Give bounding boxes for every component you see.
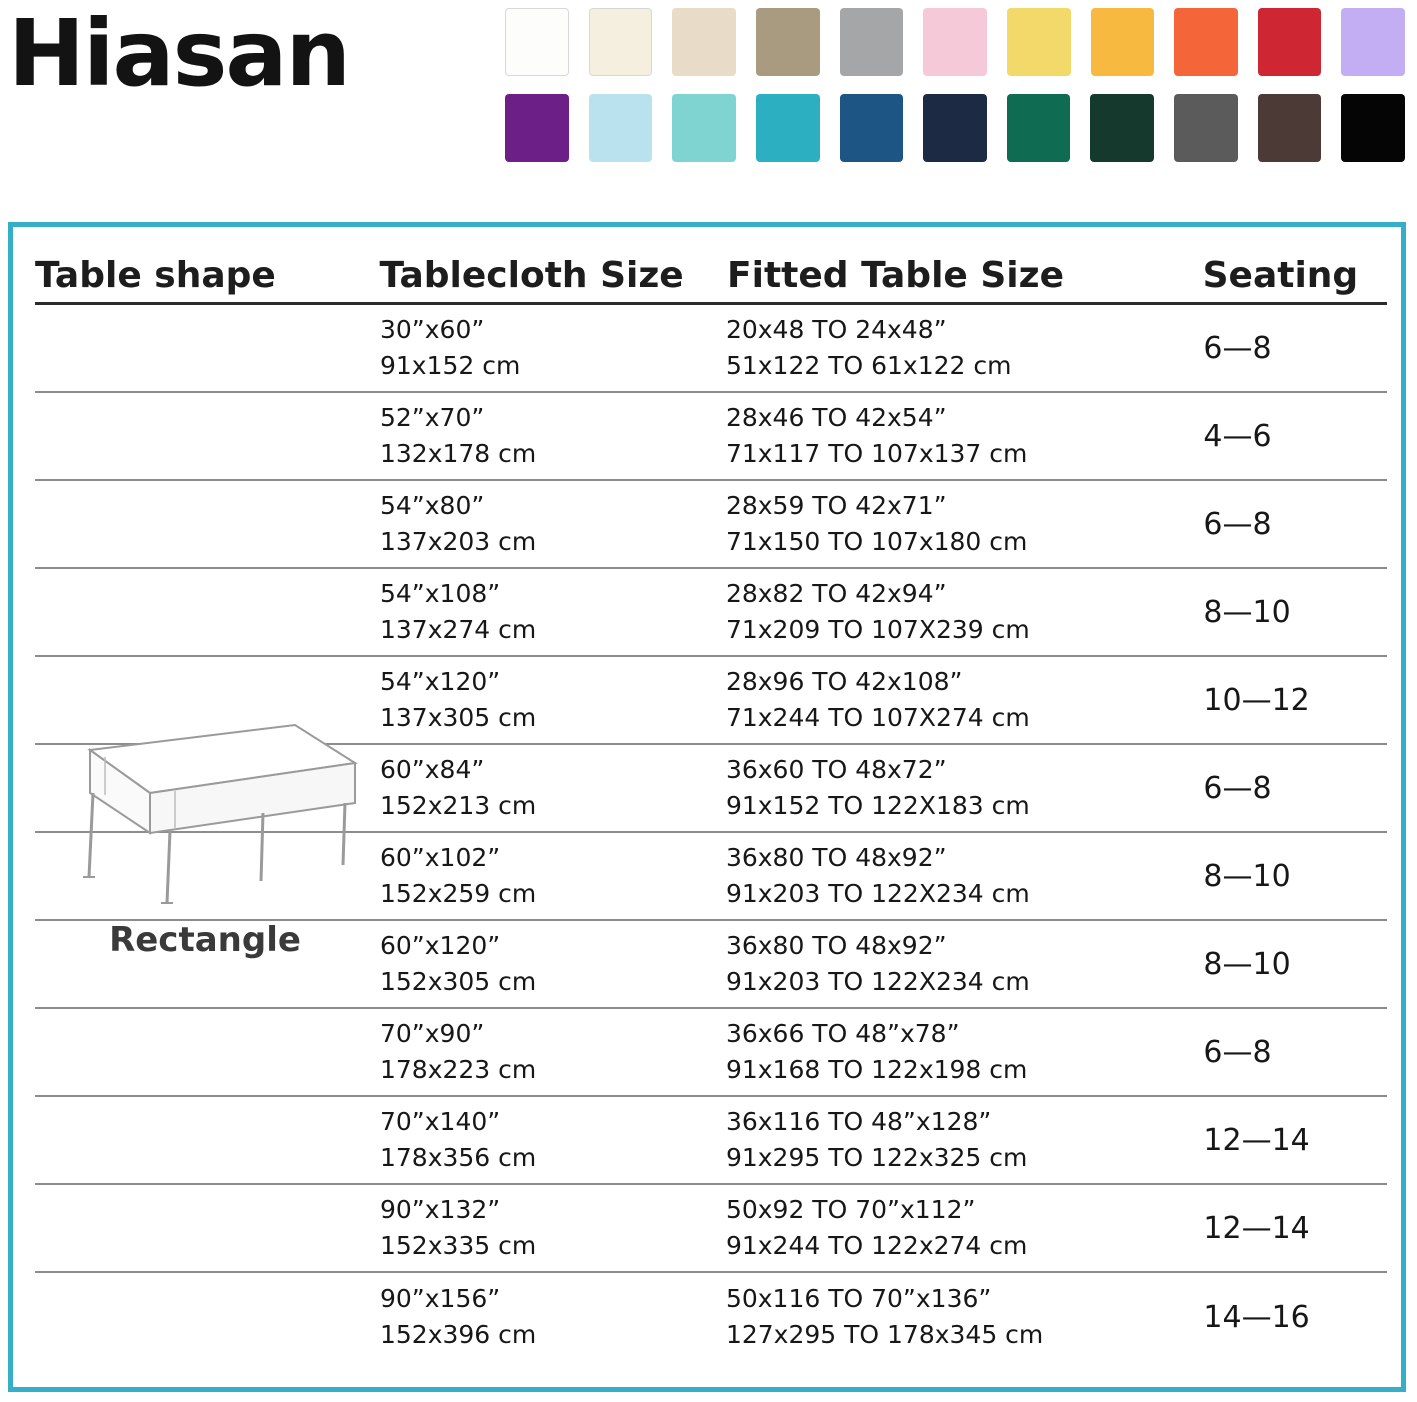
cell-seating: 6—8 <box>1203 770 1272 806</box>
cell-fitted-table-size <box>724 1016 1197 1089</box>
cloth-cm: 178x223 cm <box>379 1055 537 1084</box>
column-header-table-shape: Table shape <box>35 255 276 296</box>
column-header-fitted-table-size: Fitted Table Size <box>727 255 1064 296</box>
cloth-inches: 90”x132” <box>379 1194 501 1224</box>
cell-fitted-table-size <box>724 400 1197 473</box>
fitted-inches: 28x82 TO 42x94” <box>725 578 947 608</box>
swatch-taupe[interactable] <box>756 8 820 76</box>
cloth-inches: 52”x70” <box>379 402 485 432</box>
fitted-cm: 71x244 TO 107X274 cm <box>725 703 1030 732</box>
shape-cell <box>35 700 378 701</box>
cloth-inches: 60”x84” <box>379 754 485 784</box>
brand-logo: Hiasan <box>8 0 349 107</box>
size-chart-card <box>8 222 1406 1392</box>
fitted-cm: 91x295 TO 122x325 cm <box>725 1143 1028 1172</box>
cell-seating: 14—16 <box>1203 1299 1310 1335</box>
cell-fitted-table-size <box>724 664 1197 737</box>
cell-seating: 4—6 <box>1203 418 1272 454</box>
swatch-row-1 <box>505 8 1405 76</box>
swatch-white[interactable] <box>505 8 569 76</box>
table-row <box>35 745 1387 833</box>
cell-seating: 12—14 <box>1203 1210 1310 1246</box>
cloth-inches: 54”x108” <box>379 578 501 608</box>
swatch-orange[interactable] <box>1174 8 1238 76</box>
swatch-purple[interactable] <box>505 94 569 162</box>
column-header-tablecloth-size: Tablecloth Size <box>379 255 684 296</box>
cell-fitted-table-size <box>724 576 1197 649</box>
fitted-inches: 36x80 TO 48x92” <box>725 842 947 872</box>
cell-tablecloth-size <box>378 664 724 737</box>
cell-tablecloth-size <box>378 840 724 913</box>
cell-fitted-table-size <box>724 840 1197 913</box>
cloth-cm: 152x213 cm <box>379 791 537 820</box>
fitted-cm: 127x295 TO 178x345 cm <box>725 1320 1044 1349</box>
swatch-beige[interactable] <box>672 8 736 76</box>
cloth-cm: 137x203 cm <box>379 527 537 556</box>
shape-cell <box>35 964 378 965</box>
shape-cell <box>35 524 378 525</box>
shape-cell <box>35 1228 378 1229</box>
swatch-charcoal-gray[interactable] <box>1174 94 1238 162</box>
swatch-emerald[interactable] <box>1007 94 1071 162</box>
cloth-cm: 178x356 cm <box>379 1143 537 1172</box>
shape-cell <box>35 436 378 437</box>
cell-tablecloth-size <box>378 1016 724 1089</box>
shape-cell <box>35 1140 378 1141</box>
table-row <box>35 1185 1387 1273</box>
table-row <box>35 481 1387 569</box>
cloth-inches: 70”x140” <box>379 1106 501 1136</box>
fitted-inches: 28x59 TO 42x71” <box>725 490 947 520</box>
table-row <box>35 657 1387 745</box>
swatch-dark-green[interactable] <box>1090 94 1154 162</box>
swatch-gold[interactable] <box>1091 8 1155 76</box>
cell-seating: 8—10 <box>1203 594 1291 630</box>
table-body <box>35 305 1387 1361</box>
cloth-cm: 152x259 cm <box>379 879 537 908</box>
cell-fitted-table-size <box>724 928 1197 1001</box>
cloth-cm: 152x305 cm <box>379 967 537 996</box>
fitted-inches: 50x116 TO 70”x136” <box>725 1283 992 1313</box>
cloth-cm: 152x335 cm <box>379 1231 537 1260</box>
cell-seating: 8—10 <box>1203 858 1291 894</box>
shape-cell <box>35 1317 378 1318</box>
table-row <box>35 921 1387 1009</box>
cell-fitted-table-size <box>724 1281 1197 1354</box>
page-header <box>0 0 1417 190</box>
cell-seating: 6—8 <box>1203 330 1272 366</box>
fitted-cm: 51x122 TO 61x122 cm <box>725 351 1012 380</box>
swatch-red[interactable] <box>1258 8 1322 76</box>
swatch-teal[interactable] <box>756 94 820 162</box>
cell-seating: 10—12 <box>1203 682 1310 718</box>
cloth-cm: 91x152 cm <box>379 351 521 380</box>
cell-tablecloth-size <box>378 400 724 473</box>
cloth-cm: 137x274 cm <box>379 615 537 644</box>
cloth-inches: 60”x102” <box>379 842 501 872</box>
fitted-cm: 91x203 TO 122X234 cm <box>725 967 1030 996</box>
fitted-cm: 91x244 TO 122x274 cm <box>725 1231 1028 1260</box>
fitted-inches: 28x96 TO 42x108” <box>725 666 963 696</box>
fitted-inches: 36x80 TO 48x92” <box>725 930 947 960</box>
column-header-seating: Seating <box>1202 255 1359 296</box>
swatch-yellow[interactable] <box>1007 8 1071 76</box>
fitted-inches: 20x48 TO 24x48” <box>725 314 947 344</box>
table-row <box>35 1097 1387 1185</box>
fitted-cm: 71x117 TO 107x137 cm <box>725 439 1028 468</box>
swatch-navy[interactable] <box>923 94 987 162</box>
cell-seating: 6—8 <box>1203 1034 1272 1070</box>
swatch-gray[interactable] <box>840 8 904 76</box>
cell-fitted-table-size <box>724 752 1197 825</box>
shape-cell <box>35 788 378 789</box>
swatch-row-2 <box>505 94 1405 162</box>
cell-fitted-table-size <box>724 488 1197 561</box>
fitted-cm: 91x203 TO 122X234 cm <box>725 879 1030 908</box>
cell-tablecloth-size <box>378 576 724 649</box>
cloth-cm: 152x396 cm <box>379 1320 537 1349</box>
shape-cell <box>35 348 378 349</box>
swatch-dark-brown[interactable] <box>1258 94 1322 162</box>
fitted-inches: 28x46 TO 42x54” <box>725 402 947 432</box>
swatch-lavender[interactable] <box>1341 8 1405 76</box>
table-row <box>35 1273 1387 1361</box>
cell-fitted-table-size <box>724 1192 1197 1265</box>
table-row <box>35 833 1387 921</box>
cell-fitted-table-size <box>724 312 1197 385</box>
table-row <box>35 305 1387 393</box>
shape-cell <box>35 612 378 613</box>
fitted-inches: 50x92 TO 70”x112” <box>725 1194 976 1224</box>
cell-seating: 6—8 <box>1203 506 1272 542</box>
cell-fitted-table-size <box>724 1104 1197 1177</box>
fitted-cm: 91x152 TO 122X183 cm <box>725 791 1030 820</box>
cell-seating: 8—10 <box>1203 946 1291 982</box>
cell-tablecloth-size <box>378 312 724 385</box>
swatch-ivory[interactable] <box>589 8 653 76</box>
cloth-inches: 90”x156” <box>379 1283 501 1313</box>
swatch-aqua[interactable] <box>672 94 736 162</box>
swatch-black[interactable] <box>1341 94 1405 162</box>
cloth-cm: 137x305 cm <box>379 703 537 732</box>
cell-tablecloth-size <box>378 1104 724 1177</box>
cloth-inches: 54”x120” <box>379 666 501 696</box>
table-row <box>35 1009 1387 1097</box>
shape-label: Rectangle <box>109 920 301 960</box>
fitted-inches: 36x116 TO 48”x128” <box>725 1106 992 1136</box>
swatch-pink[interactable] <box>923 8 987 76</box>
shape-cell <box>35 1052 378 1053</box>
color-swatch-palette <box>505 8 1405 180</box>
fitted-cm: 91x168 TO 122x198 cm <box>725 1055 1028 1084</box>
fitted-inches: 36x60 TO 48x72” <box>725 754 947 784</box>
cloth-inches: 54”x80” <box>379 490 485 520</box>
cell-tablecloth-size <box>378 488 724 561</box>
cloth-inches: 70”x90” <box>379 1018 485 1048</box>
fitted-inches: 36x66 TO 48”x78” <box>725 1018 960 1048</box>
cell-tablecloth-size <box>378 928 724 1001</box>
cloth-cm: 132x178 cm <box>379 439 537 468</box>
fitted-cm: 71x150 TO 107x180 cm <box>725 527 1028 556</box>
table-row <box>35 569 1387 657</box>
swatch-light-blue[interactable] <box>589 94 653 162</box>
table-row <box>35 393 1387 481</box>
cell-tablecloth-size <box>378 1192 724 1265</box>
cell-tablecloth-size <box>378 1281 724 1354</box>
swatch-denim-blue[interactable] <box>840 94 904 162</box>
table-header-row <box>35 255 1387 305</box>
cell-seating: 12—14 <box>1203 1122 1310 1158</box>
fitted-cm: 71x209 TO 107X239 cm <box>725 615 1030 644</box>
cloth-inches: 60”x120” <box>379 930 501 960</box>
shape-cell <box>35 876 378 877</box>
cell-tablecloth-size <box>378 752 724 825</box>
cloth-inches: 30”x60” <box>379 314 485 344</box>
